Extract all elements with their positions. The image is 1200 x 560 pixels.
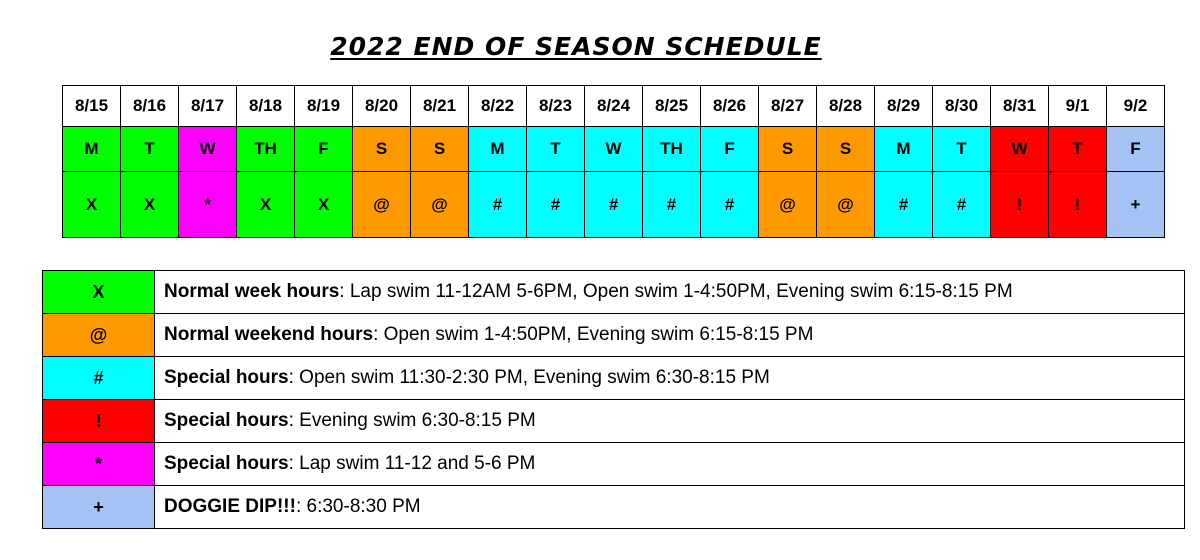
day-cell: S (353, 127, 411, 172)
hours-code-cell: # (585, 172, 643, 238)
day-cell: M (63, 127, 121, 172)
hours-code-cell: # (469, 172, 527, 238)
date-cell: 8/20 (353, 86, 411, 127)
legend-description (155, 443, 1185, 486)
hours-code-cell: # (527, 172, 585, 238)
date-cell: 8/17 (179, 86, 237, 127)
hours-code-cell: # (701, 172, 759, 238)
hours-code-cell: X (121, 172, 179, 238)
day-row (63, 127, 1165, 172)
page-title: 2022 END OF SEASON SCHEDULE (330, 32, 822, 61)
day-cell: W (585, 127, 643, 172)
hours-code-cell: X (295, 172, 353, 238)
day-cell: S (411, 127, 469, 172)
hours-code-cell: ! (1049, 172, 1107, 238)
legend-description (155, 357, 1185, 400)
day-cell: S (817, 127, 875, 172)
legend-label: Special hours (164, 410, 289, 431)
legend-symbol: * (43, 443, 155, 486)
day-cell: T (121, 127, 179, 172)
day-cell: W (179, 127, 237, 172)
hours-code-cell: ! (991, 172, 1049, 238)
day-cell: TH (237, 127, 295, 172)
date-cell: 8/27 (759, 86, 817, 127)
legend-symbol: + (43, 486, 155, 529)
legend-symbol: X (43, 271, 155, 314)
date-cell: 8/30 (933, 86, 991, 127)
day-cell: S (759, 127, 817, 172)
legend-detail: : 6:30-8:30 PM (295, 496, 421, 517)
date-cell: 9/2 (1107, 86, 1165, 127)
legend-detail: : Evening swim 6:30-8:15 PM (288, 410, 536, 431)
legend-row (43, 400, 1185, 443)
date-cell: 8/23 (527, 86, 585, 127)
legend-description (155, 400, 1185, 443)
date-cell: 8/24 (585, 86, 643, 127)
legend-row (43, 486, 1185, 529)
date-cell: 8/31 (991, 86, 1049, 127)
legend-description (155, 314, 1185, 357)
legend-symbol: @ (43, 314, 155, 357)
date-cell: 8/25 (643, 86, 701, 127)
hours-code-cell: + (1107, 172, 1165, 238)
day-cell: F (295, 127, 353, 172)
legend-table (42, 270, 1185, 529)
hours-code-cell: # (875, 172, 933, 238)
legend-detail: : Open swim 11:30-2:30 PM, Evening swim 6:30-8:15 PM (288, 367, 770, 388)
day-cell: M (469, 127, 527, 172)
legend-label: DOGGIE DIP!!! (164, 496, 296, 517)
day-cell: W (991, 127, 1049, 172)
legend-detail: : Lap swim 11-12 and 5-6 PM (288, 453, 536, 474)
date-cell: 8/15 (63, 86, 121, 127)
day-cell: T (1049, 127, 1107, 172)
day-cell: T (933, 127, 991, 172)
date-cell: 8/29 (875, 86, 933, 127)
date-cell: 8/22 (469, 86, 527, 127)
legend-label: Special hours (164, 367, 289, 388)
day-cell: F (1107, 127, 1165, 172)
hours-code-cell: X (237, 172, 295, 238)
date-row (63, 86, 1165, 127)
hours-code-cell: @ (759, 172, 817, 238)
legend-description (155, 486, 1185, 529)
date-cell: 8/28 (817, 86, 875, 127)
hours-code-cell: @ (817, 172, 875, 238)
legend-row (43, 443, 1185, 486)
date-cell: 8/26 (701, 86, 759, 127)
hours-code-cell: X (63, 172, 121, 238)
legend-label: Normal weekend hours (164, 324, 374, 345)
legend-symbol: ! (43, 400, 155, 443)
legend-row (43, 271, 1185, 314)
hours-code-cell: @ (411, 172, 469, 238)
legend-symbol: # (43, 357, 155, 400)
hours-code-cell: # (933, 172, 991, 238)
hours-code-cell: * (179, 172, 237, 238)
date-cell: 8/21 (411, 86, 469, 127)
date-cell: 8/18 (237, 86, 295, 127)
schedule-table (62, 85, 1165, 238)
day-cell: TH (643, 127, 701, 172)
legend-detail: : Lap swim 11-12AM 5-6PM, Open swim 1-4:50PM, Evening swim 6:15-8:15 PM (339, 281, 1013, 302)
legend-label: Special hours (164, 453, 289, 474)
day-cell: M (875, 127, 933, 172)
code-row (63, 172, 1165, 238)
legend-description (155, 271, 1185, 314)
legend-detail: : Open swim 1-4:50PM, Evening swim 6:15-8:15 PM (373, 324, 814, 345)
legend-label: Normal week hours (164, 281, 340, 302)
hours-code-cell: # (643, 172, 701, 238)
legend-row (43, 314, 1185, 357)
day-cell: T (527, 127, 585, 172)
date-cell: 8/19 (295, 86, 353, 127)
day-cell: F (701, 127, 759, 172)
date-cell: 8/16 (121, 86, 179, 127)
date-cell: 9/1 (1049, 86, 1107, 127)
legend-row (43, 357, 1185, 400)
hours-code-cell: @ (353, 172, 411, 238)
